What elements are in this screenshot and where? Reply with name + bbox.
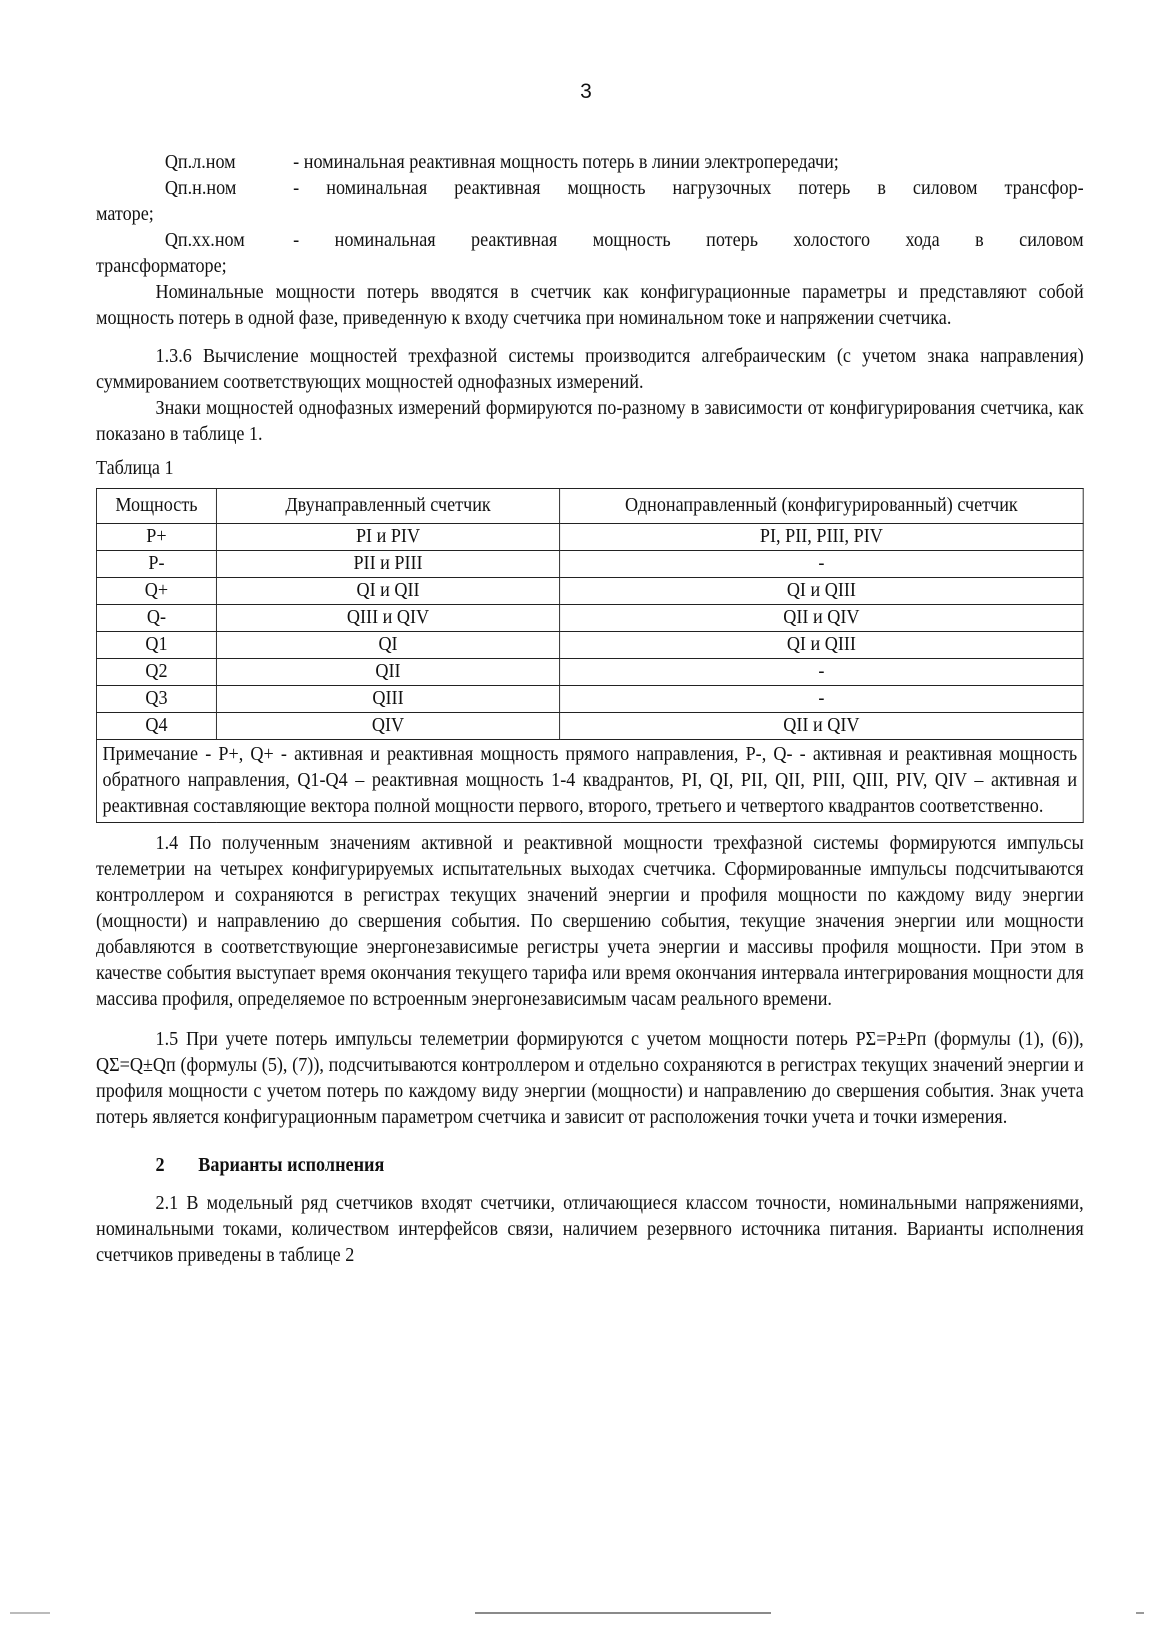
table-cell: PI, PII, PIII, PIV bbox=[560, 524, 1084, 551]
table-cell: QI и QIII bbox=[560, 632, 1084, 659]
table-cell: QII и QIV bbox=[560, 605, 1084, 632]
table-cell: Q+ bbox=[96, 578, 216, 605]
definition-term: Qп.хх.ном bbox=[164, 230, 245, 251]
section-heading bbox=[96, 1153, 1084, 1179]
table-row bbox=[96, 578, 1083, 605]
power-signs-table bbox=[96, 488, 1084, 823]
scan-artifact-line bbox=[10, 1612, 50, 1614]
table-cell: PII и PIII bbox=[216, 551, 559, 578]
table-row bbox=[96, 551, 1083, 578]
table-row bbox=[96, 605, 1083, 632]
paragraph-nominal-powers: Номинальные мощности потерь вводятся в счетчик как конфигурационные параметры и представляют собой мощность потерь в одной фазе, приведенную к входу счетчика при номинальном токе и напряжении счетчика. bbox=[96, 282, 1084, 329]
table-cell: QI bbox=[216, 632, 559, 659]
definition-item bbox=[96, 176, 1084, 202]
definition-desc: - номинальная реактивная мощность потерь в линии электропередачи; bbox=[293, 152, 839, 173]
table-row bbox=[96, 686, 1083, 713]
table-cell: - bbox=[560, 659, 1084, 686]
definition-desc: - номинальная реактивная мощность потерь холостого хода в силовом bbox=[293, 230, 1084, 251]
table-row bbox=[96, 524, 1083, 551]
table-cell: Q4 bbox=[96, 713, 216, 740]
definition-term: Qп.н.ном bbox=[164, 178, 237, 199]
definition-continuation: трансформаторе; bbox=[96, 256, 227, 277]
table-caption: Таблица 1 bbox=[96, 458, 174, 479]
table-cell: QI и QII bbox=[216, 578, 559, 605]
paragraph-signs: Знаки мощностей однофазных измерений формируются по-разному в зависимости от конфигурирования счетчика, как показано в таблице 1. bbox=[96, 398, 1084, 445]
paragraph-1-3-6: 1.3.6 Вычисление мощностей трехфазной системы производится алгебраическим (с учетом знака направления) суммированием соответствующих мощностей однофазных измерений. bbox=[96, 346, 1084, 393]
table-cell: QII и QIV bbox=[560, 713, 1084, 740]
table-cell: - bbox=[560, 686, 1084, 713]
column-header: Мощность bbox=[96, 489, 216, 524]
definition-item bbox=[96, 228, 1084, 254]
section-number: 2 bbox=[155, 1155, 165, 1176]
document-body bbox=[96, 150, 1084, 1269]
paragraph-2-1: 2.1 В модельный ряд счетчиков входят счетчики, отличающиеся классом точности, номинальными напряжениями, номинальными токами, количеством интерфейсов связи, наличием резервного источника питания. Варианты исполнения счетчиков приведены в таблице 2 bbox=[96, 1193, 1084, 1266]
table-cell: QIII и QIV bbox=[216, 605, 559, 632]
table-note: Примечание - P+, Q+ - активная и реактивная мощность прямого направления, P-, Q- - активная и реактивная мощность обратного направления, Q1-Q4 – реактивная мощность 1-4 квадрантов, PI, QI, PII, QII, PIII, QIII, PIV, QIV – активная и реактивная составляющие вектора полной мощности первого, второго, третьего и четвертого квадрантов соответственно. bbox=[96, 740, 1083, 823]
definition-continuation: маторе; bbox=[96, 204, 154, 225]
table-cell: QIV bbox=[216, 713, 559, 740]
definition-list bbox=[96, 150, 1084, 280]
table-cell: P+ bbox=[96, 524, 216, 551]
table-row bbox=[96, 632, 1083, 659]
table-cell: QIII bbox=[216, 686, 559, 713]
paragraph-1-4: 1.4 По полученным значениям активной и реактивной мощности трехфазной системы формируются импульсы телеметрии на четырех конфигурируемых испытательных выходах счетчика. Сформированные импульсы подсчитываются контроллером и сохраняются в регистрах текущих значений энергии и профиля мощности по каждому виду энергии (мощности) и направлению до свершения события. По свершению события, текущие значения энергии или мощности добавляются в соответствующие энергонезависимые регистры учета энергии и массивы профиля мощности. При этом в качестве события выступает время окончания текущего тарифа или время окончания интервала интегрирования мощности для массива профиля, определяемое по встроенным энергонезависимым часам реального времени. bbox=[96, 833, 1084, 1010]
scan-artifact-line bbox=[475, 1612, 771, 1614]
table-note-row bbox=[96, 740, 1083, 823]
column-header: Однонаправленный (конфигурированный) счетчик bbox=[560, 489, 1084, 524]
paragraph-1-5: 1.5 При учете потерь импульсы телеметрии формируются с учетом мощности потерь PΣ=P±Pп (формулы (1), (6)), QΣ=Q±Qп (формулы (5), (7)), подсчитываются контроллером и отдельно сохраняются в регистрах текущих значений энергии и профиля мощности с учетом потерь по каждому виду энергии (мощности) и направлению до свершения события. Знак учета потерь является конфигурационным параметром счетчика и зависит от расположения точки учета и точки измерения. bbox=[96, 1029, 1084, 1128]
table-cell: P- bbox=[96, 551, 216, 578]
page-number: 3 bbox=[580, 80, 592, 103]
column-header: Двунаправленный счетчик bbox=[216, 489, 559, 524]
table-cell: QII bbox=[216, 659, 559, 686]
table-row bbox=[96, 659, 1083, 686]
table-cell: Q2 bbox=[96, 659, 216, 686]
table-cell: - bbox=[560, 551, 1084, 578]
definition-item bbox=[96, 150, 1084, 176]
scan-artifact-line bbox=[1136, 1612, 1144, 1614]
table-header-row bbox=[96, 489, 1083, 524]
table-cell: PI и PIV bbox=[216, 524, 559, 551]
definition-desc: - номинальная реактивная мощность нагрузочных потерь в силовом трансфор- bbox=[293, 178, 1084, 199]
table-cell: QI и QIII bbox=[560, 578, 1084, 605]
table-cell: Q3 bbox=[96, 686, 216, 713]
table-row bbox=[96, 713, 1083, 740]
table-cell: Q1 bbox=[96, 632, 216, 659]
table-cell: Q- bbox=[96, 605, 216, 632]
definition-term: Qп.л.ном bbox=[164, 152, 236, 173]
section-title: Варианты исполнения bbox=[198, 1155, 385, 1176]
